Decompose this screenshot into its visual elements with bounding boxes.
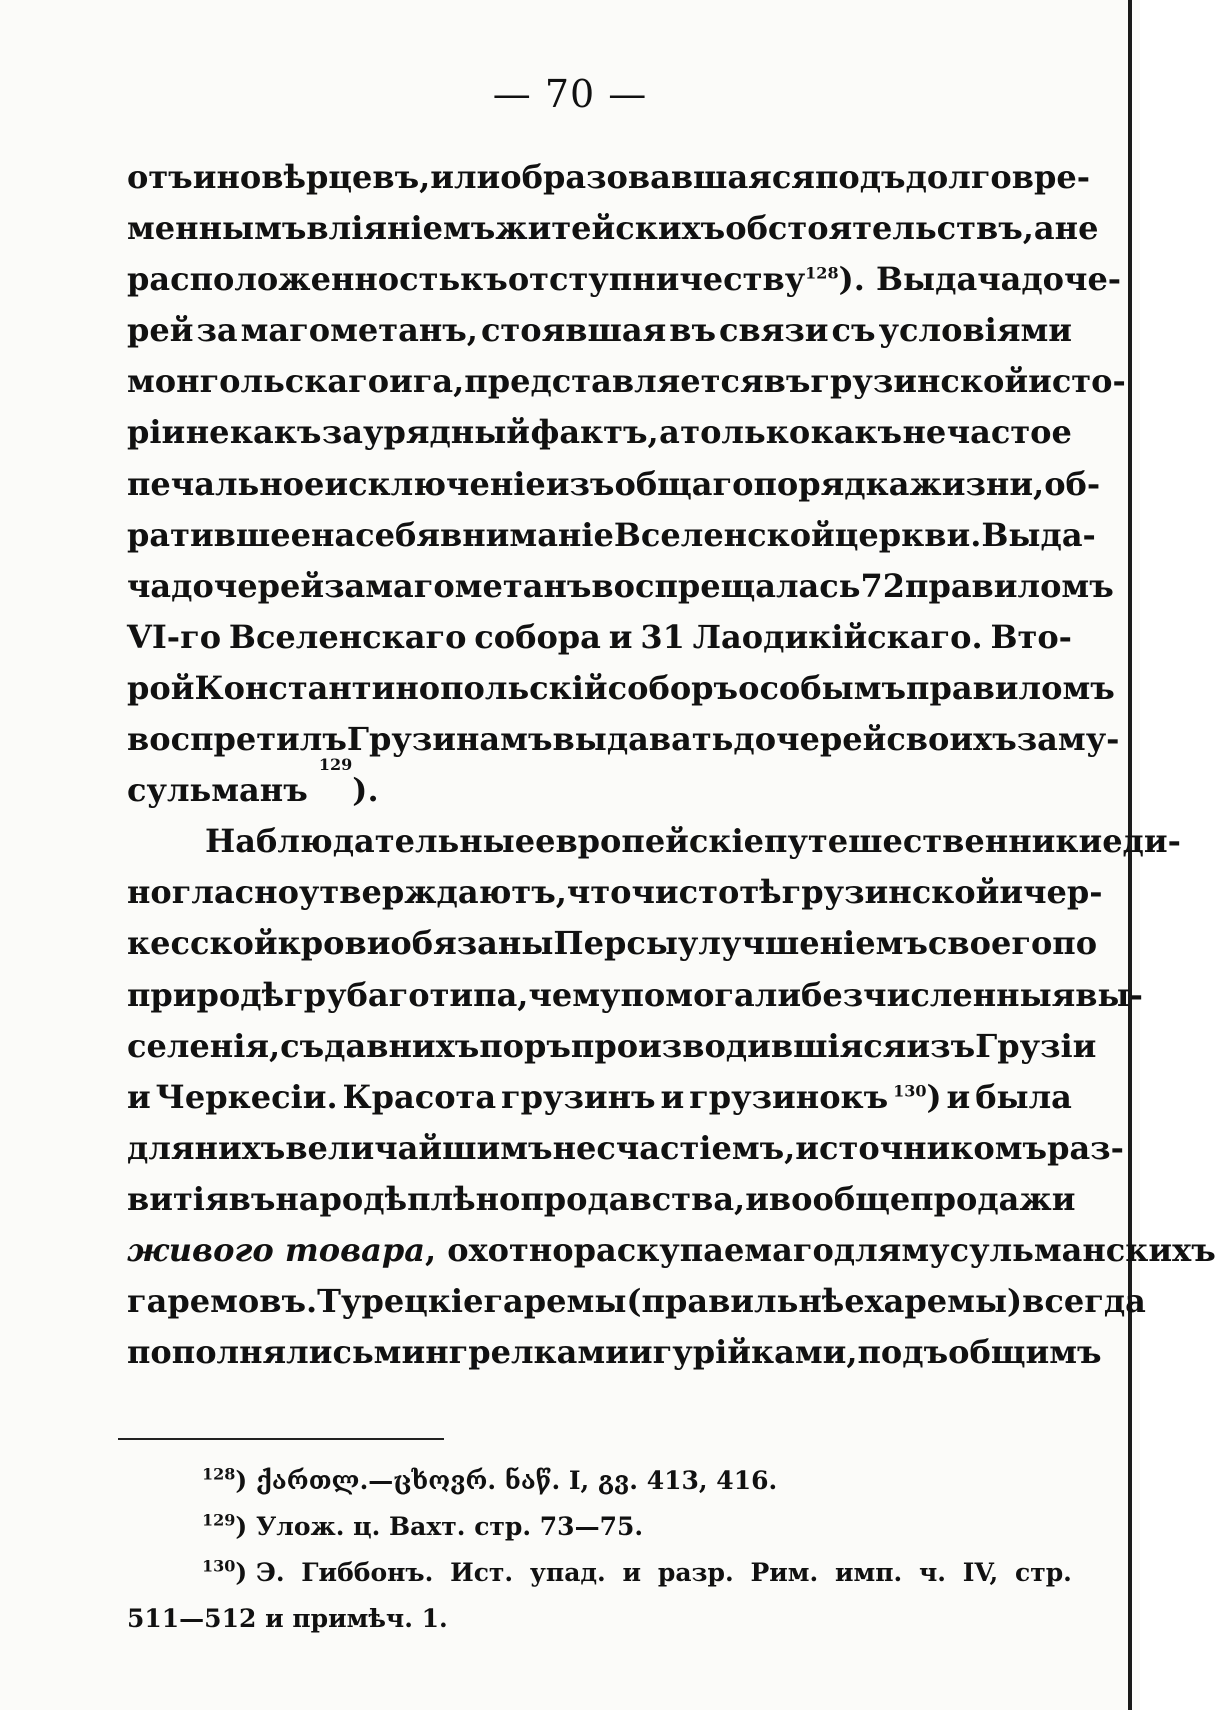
text-line — [127, 755, 1072, 816]
text-word: источникомъ — [795, 1128, 1048, 1167]
text-word: помогали — [620, 975, 802, 1014]
footnote-ref-128[interactable]: 128 — [805, 263, 839, 283]
text-word: ча — [127, 566, 172, 605]
text-word: природѣ — [127, 975, 285, 1014]
text-line — [127, 1123, 1124, 1174]
footnote-ref-130[interactable]: 130 — [893, 1081, 927, 1101]
text-word: улучшеніемъ — [677, 924, 928, 963]
text-word: ратившее — [127, 515, 312, 554]
text-line — [127, 254, 1122, 305]
text-word: связи — [719, 311, 829, 350]
text-word: крови — [277, 924, 391, 963]
text-line — [127, 1021, 1097, 1072]
page-number: — 70 — — [492, 72, 648, 116]
text-word: об- — [1044, 464, 1101, 503]
text-word: рей — [127, 311, 194, 350]
text-word: грузинокъ — [689, 1077, 889, 1116]
text-line — [127, 152, 1091, 203]
text-word: иновѣрцевъ, — [192, 158, 431, 196]
text-word: чему — [528, 975, 621, 1014]
text-word: въ — [228, 1179, 276, 1218]
text-word: частое — [946, 413, 1072, 452]
text-word: своихъ — [886, 720, 1017, 759]
text-word: дочерей — [733, 720, 887, 759]
text-word: раз- — [1047, 1128, 1124, 1167]
text-word: отступничеству — [507, 260, 806, 299]
footnote-number: 130 — [202, 1556, 236, 1576]
text-word: (правильнѣе — [626, 1282, 865, 1321]
text-line — [127, 510, 1096, 561]
text-word: Красота — [342, 1077, 497, 1116]
text-word: гаремы — [483, 1282, 627, 1321]
text-word: сульманъ — [127, 771, 308, 810]
text-line — [127, 1072, 1072, 1123]
text-word: путешественники — [764, 822, 1103, 861]
text-word: утверждаютъ, — [298, 873, 567, 912]
text-word: съ — [280, 1026, 325, 1065]
footnote-group — [805, 254, 1021, 305]
text-line — [127, 1327, 1102, 1378]
text-word: европейскіе — [535, 822, 765, 861]
text-word: Турецкіе — [317, 1282, 484, 1321]
footnote-130 — [127, 1550, 1072, 1596]
text-word: ногласно — [127, 873, 299, 912]
text-word: му- — [1057, 720, 1120, 759]
footnote-word: стр. — [1014, 1558, 1072, 1587]
text-word: и — [999, 873, 1024, 912]
footnote-word: ч. — [919, 1558, 947, 1587]
text-word: величайшимъ — [285, 1128, 553, 1167]
text-word: въ — [669, 311, 717, 350]
text-word: особымъ — [738, 668, 907, 707]
text-word: жизни, — [909, 464, 1045, 503]
text-word: выдавать — [552, 720, 734, 759]
text-word: какъ — [229, 413, 322, 452]
text-line — [127, 918, 1098, 969]
text-word: и — [745, 1179, 769, 1218]
text-word: меннымъ — [127, 209, 307, 248]
footnote-word: Гиббонъ. — [301, 1558, 434, 1587]
text-word: подъ — [814, 158, 906, 196]
text-word: соборъ — [607, 668, 739, 707]
text-word: Грузинамъ — [346, 720, 553, 759]
text-word: съ — [831, 311, 876, 350]
footnote-word: разр. — [657, 1558, 734, 1587]
text-word: монгольскаго — [127, 362, 390, 401]
italic-phrase: живого товара — [127, 1230, 425, 1269]
text-line — [127, 459, 1101, 510]
text-word: еди- — [1102, 822, 1181, 861]
footnote-number: 128 — [202, 1464, 236, 1484]
text-word: Наблюдательные — [205, 822, 536, 861]
text-word: несчастіемъ, — [552, 1128, 796, 1167]
text-word: Лаодикійскаго. — [692, 617, 983, 656]
text-word: Выда- — [981, 515, 1096, 554]
text-word: представляется — [464, 362, 764, 401]
text-word: вы- — [1075, 975, 1143, 1014]
text-word: что — [566, 873, 632, 912]
text-word: плѣнопродавства, — [407, 1179, 746, 1218]
text-word: витія — [127, 1179, 229, 1218]
text-line — [127, 305, 1072, 356]
text-word: правиломъ — [906, 668, 1115, 707]
text-word: мингрелками — [373, 1333, 629, 1372]
text-word: ). — [352, 771, 379, 810]
text-word: дочерей — [171, 566, 325, 605]
text-word: вообще — [768, 1179, 911, 1218]
text-word: только — [680, 413, 811, 452]
italic-group — [127, 1225, 574, 1276]
text-word: и — [127, 1077, 151, 1116]
text-word: грузинской — [810, 362, 1029, 401]
text-line — [127, 561, 1114, 612]
text-word: Черкесіи. — [155, 1077, 338, 1116]
text-word: на — [311, 515, 356, 554]
text-word: типа, — [429, 975, 529, 1014]
text-word: мусульманскихъ — [901, 1230, 1216, 1269]
footnote-word: имп. — [834, 1558, 903, 1587]
text-word: продажи — [910, 1179, 1076, 1218]
text-word: нихъ — [194, 1128, 286, 1167]
paragraph-2-cont — [127, 1123, 1124, 1225]
text-word: стоявшая — [480, 311, 667, 350]
text-word: грузинской — [781, 873, 1000, 912]
footnote-word: IV, — [962, 1558, 999, 1587]
text-word: Константинопольскій — [194, 668, 608, 707]
text-word: житейскихъ — [495, 209, 726, 248]
text-word: VI-го — [127, 617, 222, 656]
text-word: правиломъ — [905, 566, 1114, 605]
text-word: по — [1052, 924, 1098, 963]
text-line — [127, 612, 1072, 663]
footnote-130-continuation: 511—512 и примѣч. 1. — [127, 1604, 448, 1633]
text-word: какъ — [810, 413, 903, 452]
text-word: гаремовъ. — [127, 1282, 318, 1321]
text-word: магометанъ — [365, 566, 592, 605]
text-word: церкви. — [834, 515, 982, 554]
text-word: раскупаемаго — [573, 1230, 834, 1269]
text-word: давнихъ — [324, 1026, 480, 1065]
text-word: селенія, — [127, 1026, 281, 1065]
text-word: грубаго — [284, 975, 430, 1014]
text-word: расположенность — [127, 260, 461, 299]
text-word: 72 — [860, 566, 906, 605]
text-word: ига, — [389, 362, 465, 401]
text-word: и — [628, 1333, 653, 1372]
text-word: Персы — [553, 924, 678, 963]
text-word: харемы) — [864, 1282, 1023, 1321]
text-word: общаго — [614, 464, 754, 503]
footnote-divider — [118, 1438, 444, 1440]
text-word: за — [324, 566, 366, 605]
text-word: доче- — [1021, 260, 1122, 299]
footnote-group — [893, 1072, 942, 1123]
paragraph-2 — [127, 816, 1181, 1071]
text-word: за — [196, 311, 238, 350]
text-word: исключеніе — [324, 464, 546, 503]
text-word: заурядный — [321, 413, 531, 452]
footnote-text: ) ქართლ.—ცხოვრ. ნაწ. I, გვ. 413, 416. — [235, 1466, 778, 1495]
text-word: условіями — [878, 311, 1072, 350]
text-word: не — [1054, 209, 1099, 248]
footnote-text: ) Улож. ц. Вахт. стр. 73—75. — [235, 1512, 644, 1541]
paragraph-1 — [127, 152, 1126, 765]
text-word: чер- — [1023, 873, 1103, 912]
text-word: поръ — [479, 1026, 571, 1065]
text-word: собора — [474, 617, 601, 656]
text-word: фактъ, — [530, 413, 659, 452]
text-word: кесской — [127, 924, 278, 963]
text-word: Вселенской — [613, 515, 835, 554]
footnote-128 — [127, 1458, 1072, 1504]
text-word: и — [660, 1077, 685, 1116]
text-word: грузинъ — [501, 1077, 656, 1116]
footnote-129 — [127, 1504, 1072, 1550]
text-word: порядка — [753, 464, 910, 503]
text-line — [127, 663, 1115, 714]
text-word: не — [185, 413, 230, 452]
text-line — [127, 1225, 1216, 1276]
text-word: для — [127, 1128, 195, 1167]
text-word: въ — [763, 362, 811, 401]
text-word: была — [975, 1077, 1072, 1116]
text-word: народѣ — [275, 1179, 408, 1218]
text-word: общимъ — [948, 1333, 1102, 1372]
text-word: воспретилъ — [127, 720, 347, 759]
text-line — [127, 816, 1181, 867]
footnote-text: ) Э. — [235, 1558, 285, 1587]
text-word: а — [659, 413, 680, 452]
text-word: гурійками, — [652, 1333, 858, 1372]
text-line — [127, 203, 1099, 254]
paragraph-2-end — [127, 1276, 1146, 1378]
text-line — [127, 867, 1103, 918]
footnotes — [127, 1458, 1072, 1642]
text-word: изъ — [545, 464, 615, 503]
text-line — [127, 970, 1143, 1021]
text-word: подъ — [857, 1333, 949, 1372]
text-word: пополнялись — [127, 1333, 374, 1372]
footnote-word: и — [622, 1558, 642, 1587]
text-word: всегда — [1022, 1282, 1146, 1321]
text-word: ). Выдача — [838, 260, 1022, 299]
text-word: или — [430, 158, 501, 196]
text-word: изъ — [906, 1026, 976, 1065]
text-word: ) — [926, 1077, 942, 1116]
text-word: и — [946, 1077, 971, 1116]
text-word: исто- — [1028, 362, 1126, 401]
text-line — [127, 1174, 1076, 1225]
text-word: своего — [927, 924, 1053, 963]
text-word: ріи — [127, 413, 186, 452]
text-word: , охотно — [424, 1230, 574, 1269]
text-word: безчисленныя — [801, 975, 1076, 1014]
text-word: обстоятельствъ, — [725, 209, 1034, 248]
text-word: отъ — [127, 158, 193, 196]
text-word: Вселенскаго — [228, 617, 467, 656]
text-line — [127, 1276, 1146, 1327]
footnote-word: Ист. — [450, 1558, 514, 1587]
text-word: къ — [460, 260, 508, 299]
text-word: печальное — [127, 464, 325, 503]
text-word: магометанъ, — [240, 311, 478, 350]
text-word: долговре- — [905, 158, 1091, 196]
footnote-ref-129[interactable]: 129 — [318, 755, 353, 775]
text-word: Грузіи — [975, 1026, 1097, 1065]
text-word: вліяніемъ — [306, 209, 496, 248]
footnote-word: упад. — [529, 1558, 606, 1587]
text-line — [127, 714, 1120, 765]
text-word: чистотѣ — [631, 873, 782, 912]
text-word: воспрещалась — [591, 566, 861, 605]
text-word: для — [833, 1230, 902, 1269]
text-word: а — [1033, 209, 1055, 248]
text-word: за — [1016, 720, 1058, 759]
footnote-word: Рим. — [750, 1558, 819, 1587]
text-word: вниманіе — [440, 515, 614, 554]
main-text — [127, 152, 1216, 1378]
text-word: себя — [355, 515, 440, 554]
text-word: рой — [127, 668, 195, 707]
text-word: не — [902, 413, 947, 452]
text-word: Вто- — [990, 617, 1072, 656]
text-word: и — [608, 617, 633, 656]
text-word: 31 — [640, 617, 685, 656]
text-line — [127, 407, 1072, 458]
text-word: образовавшаяся — [500, 158, 815, 196]
footnote-number: 129 — [202, 1510, 236, 1530]
text-line — [127, 356, 1126, 407]
footnote-number-group — [202, 1550, 285, 1596]
text-word: производившіяся — [570, 1026, 907, 1065]
text-word: обязаны — [390, 924, 554, 963]
